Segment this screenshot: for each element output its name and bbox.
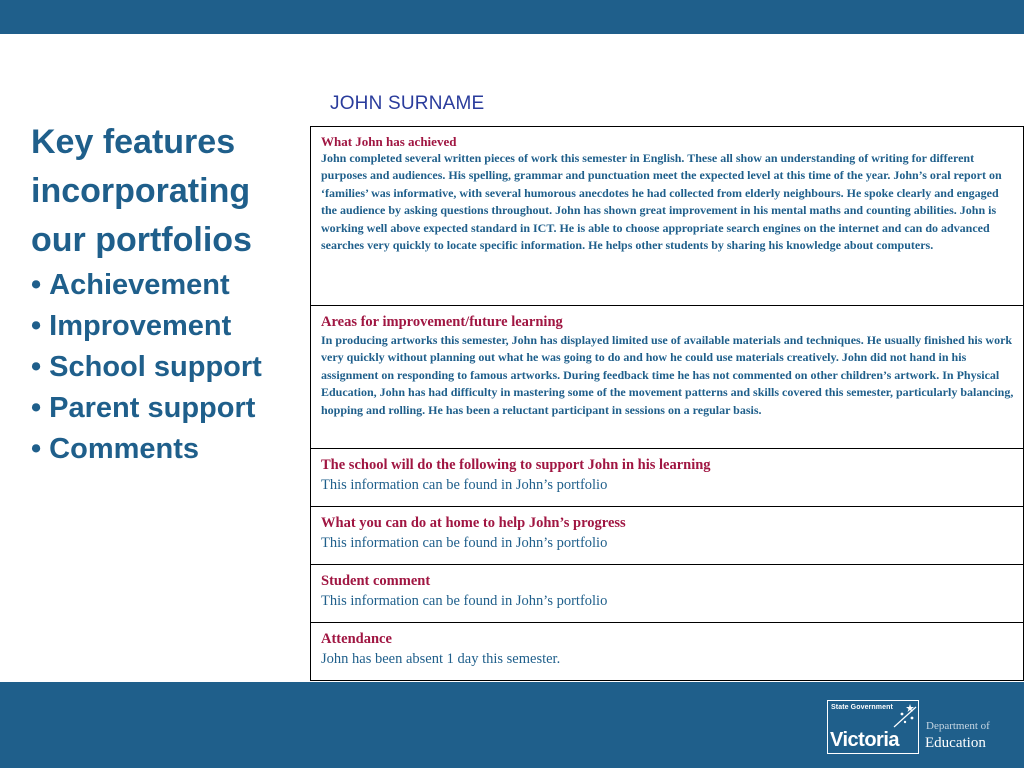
section-title: What John has achieved (321, 134, 457, 149)
section-attendance (311, 623, 1024, 681)
bullet-icon: • (31, 269, 42, 301)
bullet-icon: • (31, 310, 42, 342)
key-features-list (31, 265, 316, 470)
section-cell (311, 623, 1024, 681)
heading-line: our portfolios (31, 221, 252, 259)
section-cell (311, 565, 1024, 623)
heading-line: incorporating (31, 172, 251, 210)
feature-label: Achievement (49, 269, 230, 301)
section-home-support (311, 507, 1024, 565)
key-features-panel (31, 118, 316, 470)
report-table (310, 126, 1024, 681)
section-cell (311, 306, 1024, 449)
section-body: John has been absent 1 day this semester. (321, 651, 561, 667)
section-cell (311, 127, 1024, 306)
section-body: John completed several written pieces of work this semester in English. These all show an understanding of writing for different purposes and audiences. His spelling, grammar and punctuation meet the expected level at this time of the year. John’s oral report on ‘families’ was informative, with several humorous anecdotes he had collected from elderly neighbours. He spoke clearly and engaged the audience by asking questions throughout. John has shown great improvement in his mental maths and counting abilities. John is working well above expected standard in ICT. He is able to choose appropriate search engines on the internet and can do advanced searches very quickly to locate specific information. He helps other students by sharing his knowledge about computers. (321, 151, 1002, 253)
student-name: JOHN SURNAME (330, 93, 485, 114)
logo-box (827, 700, 919, 754)
feature-item-comments (31, 429, 316, 470)
feature-label: Parent support (49, 392, 256, 424)
top-banner (0, 0, 1024, 34)
logo-department: Department of (926, 720, 990, 732)
section-title: Areas for improvement/future learning (321, 314, 563, 330)
section-cell (311, 449, 1024, 507)
section-student-comment (311, 565, 1024, 623)
bullet-icon: • (31, 433, 42, 465)
section-school-support (311, 449, 1024, 507)
victoria-education-logo (827, 700, 999, 756)
feature-label: Improvement (49, 310, 232, 342)
logo-victoria: Victoria (830, 729, 899, 751)
feature-label: School support (49, 351, 262, 383)
logo-state-government: State Government (831, 704, 893, 711)
bullet-icon: • (31, 351, 42, 383)
feature-item-achievement (31, 265, 316, 306)
section-body: This information can be found in John’s portfolio (321, 593, 608, 609)
section-body: In producing artworks this semester, John has displayed limited use of available materials and techniques. He usually finished his work very quickly without planning out what he was going to do and how he could use materials creatively. John did not hand in his assignment on responding to famous artworks. During feedback time he has not commented on other children’s artwork. In Physical Education, John has had difficulty in mastering some of the movement patterns and skills covered this semester, particularly balancing, hopping and rolling. He has been a reluctant participant in sessions on a regular basis. (321, 333, 1014, 417)
section-title: Attendance (321, 631, 392, 647)
section-body: This information can be found in John’s portfolio (321, 477, 608, 493)
key-features-heading (31, 118, 316, 265)
section-improvement (311, 306, 1024, 449)
southern-cross-stars-icon (890, 703, 918, 729)
feature-item-school-support (31, 347, 316, 388)
feature-item-parent-support (31, 388, 316, 429)
bullet-icon: • (31, 392, 42, 424)
section-title: Student comment (321, 573, 431, 589)
section-cell (311, 507, 1024, 565)
section-title: What you can do at home to help John’s progress (321, 515, 626, 531)
feature-label: Comments (49, 433, 200, 465)
feature-item-improvement (31, 306, 316, 347)
section-achievement (311, 127, 1024, 306)
logo-education: Education (925, 735, 986, 751)
heading-line: Key features (31, 123, 236, 161)
section-title: The school will do the following to support John in his learning (321, 457, 711, 473)
section-body: This information can be found in John’s portfolio (321, 535, 608, 551)
